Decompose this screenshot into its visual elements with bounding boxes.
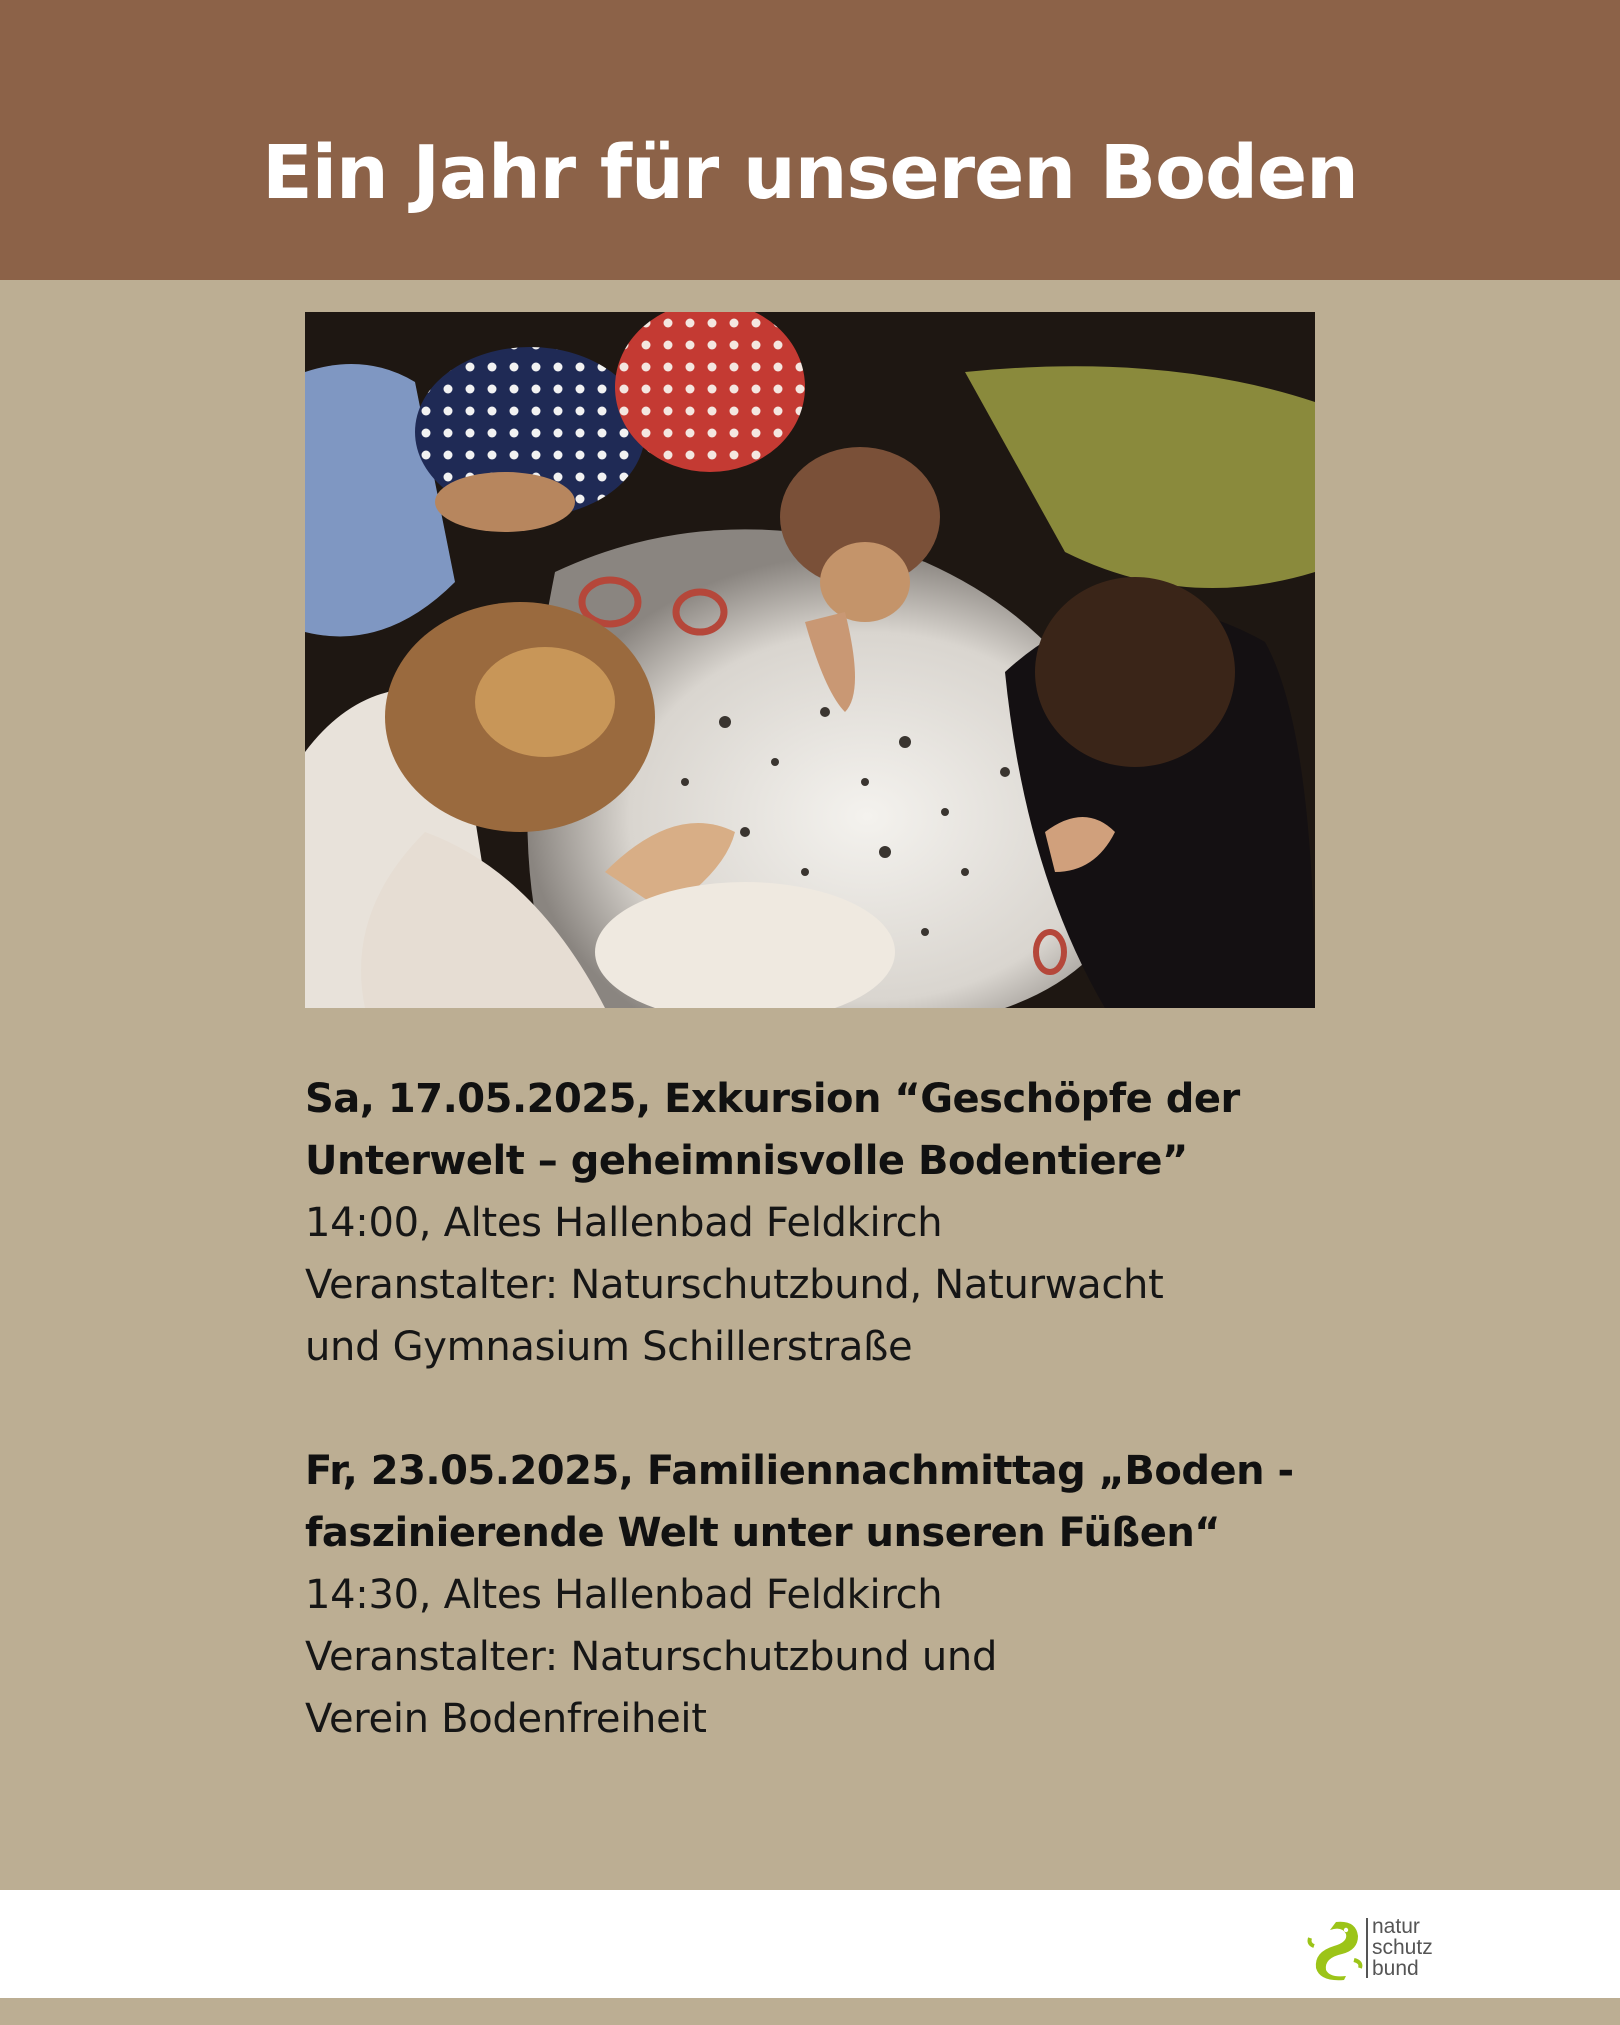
children-examining-soil-photo xyxy=(305,312,1315,1008)
event-organizer: Veranstalter: Naturschutzbund und xyxy=(305,1634,998,1680)
logo-line: natur xyxy=(1372,1915,1420,1938)
event-headline: faszinierende Welt unter unseren Füßen“ xyxy=(305,1510,1221,1556)
logo-wordmark xyxy=(1372,1916,1433,1979)
salamander-icon xyxy=(1306,1916,1366,1982)
logo-line: bund xyxy=(1372,1957,1419,1980)
event-organizer: Veranstalter: Naturschutzbund, Naturwacht xyxy=(305,1262,1164,1308)
event-organizer: Verein Bodenfreiheit xyxy=(305,1696,707,1742)
event-time-place: 14:00, Altes Hallenbad Feldkirch xyxy=(305,1200,943,1246)
event-item xyxy=(305,1440,1325,1750)
event-time-place: 14:30, Altes Hallenbad Feldkirch xyxy=(305,1572,943,1618)
event-photo xyxy=(305,312,1315,1008)
event-headline: Unterwelt – geheimnisvolle Bodentiere” xyxy=(305,1138,1188,1184)
event-headline: Sa, 17.05.2025, Exkursion “Geschöpfe der xyxy=(305,1076,1240,1122)
page-title: Ein Jahr für unseren Boden xyxy=(262,130,1358,216)
event-headline: Fr, 23.05.2025, Familiennachmittag „Boden - xyxy=(305,1448,1294,1494)
logo-line: schutz xyxy=(1372,1936,1433,1959)
naturschutzbund-logo xyxy=(1306,1916,1456,1982)
logo-divider xyxy=(1366,1918,1368,1978)
event-organizer: und Gymnasium Schillerstraße xyxy=(305,1324,913,1370)
event-list xyxy=(305,1068,1325,1812)
event-item xyxy=(305,1068,1325,1378)
